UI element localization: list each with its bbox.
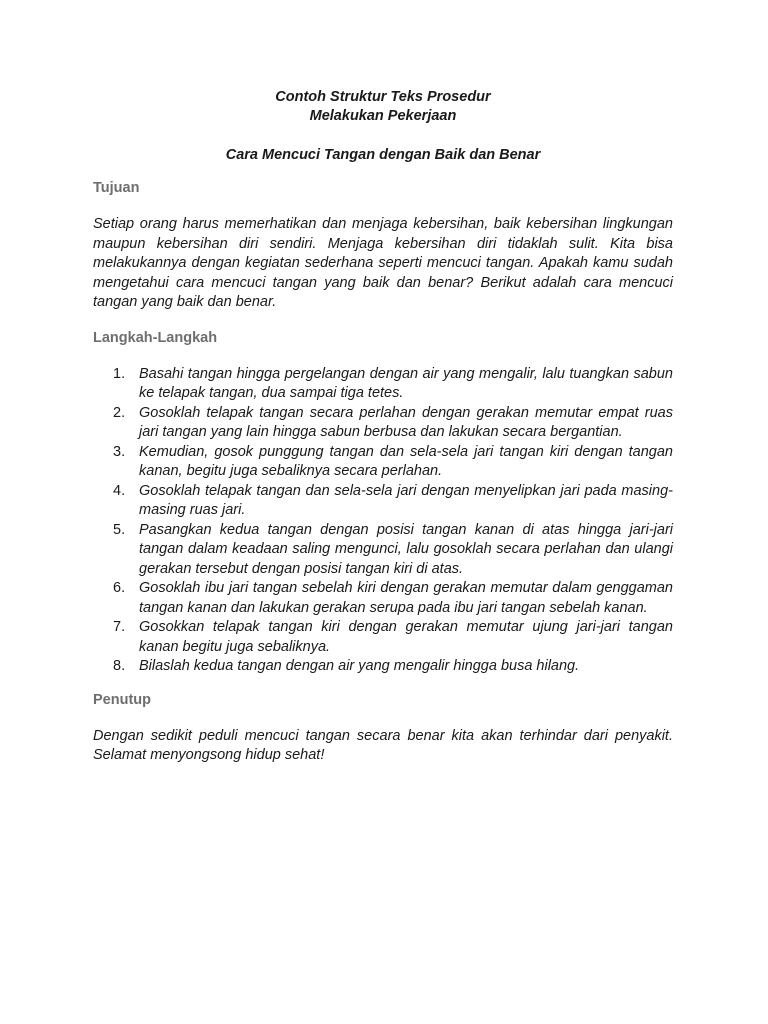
step-number: 2.: [113, 404, 126, 421]
step-item: [93, 521, 673, 580]
paragraph-tujuan: Setiap orang harus memerhatikan dan menjaga kebersihan, baik kebersihan lingkungan maupun kebersihan diri sendiri. Menjaga kebersihan diri tidaklah sulit. Kita bisa melakukannya dengan kegiatan sederhana seperti mencuci tangan. Apakah kamu sudah mengetahui cara mencuci tangan yang baik dan benar? Berikut adalah cara mencuci tangan yang baik dan benar.: [93, 216, 673, 310]
step-number: 3.: [113, 443, 126, 460]
step-item: [93, 618, 673, 657]
step-item: [93, 657, 673, 677]
step-text: Kemudian, gosok punggung tangan dan sela-sela jari tangan kiri dengan tangan kanan, begitu juga sebaliknya secara perlahan.: [139, 443, 673, 479]
step-number: 5.: [113, 521, 126, 538]
heading-penutup: Penutup: [93, 691, 151, 708]
step-number: 8.: [113, 658, 126, 674]
step-text: Gosoklah ibu jari tangan sebelah kiri dengan gerakan memutar dalam genggaman tangan kanan dan lakukan gerakan serupa pada ibu jari tangan sebelah kanan.: [139, 580, 673, 616]
title-line-1: Contoh Struktur Teks Prosedur: [275, 89, 491, 105]
step-item: [93, 443, 673, 482]
step-number: 4.: [113, 482, 126, 499]
document-title: [93, 88, 673, 126]
steps-list: [93, 365, 673, 677]
step-text: Gosoklah telapak tangan secara perlahan dengan gerakan memutar empat ruas jari tangan yang lain hingga sabun berbusa dan lakukan secara bergantian.: [139, 404, 673, 440]
document-subtitle: Cara Mencuci Tangan dengan Baik dan Benar: [225, 147, 541, 163]
title-line-2: Melakukan Pekerjaan: [309, 108, 457, 124]
step-item: [93, 404, 673, 443]
step-text: Pasangkan kedua tangan dengan posisi tangan kanan di atas hingga jari-jari tangan dalam keadaan saling mengunci, lalu gosoklah secara perlahan dan ulangi gerakan tersebut dengan posisi tangan kiri di atas.: [139, 521, 673, 577]
document-page: [93, 88, 673, 766]
step-item: [93, 365, 673, 404]
step-item: [93, 482, 673, 521]
step-text: Gosokkan telapak tangan kiri dengan gerakan memutar ujung jari-jari tangan kanan begitu juga sebaliknya.: [139, 619, 673, 655]
step-number: 7.: [113, 619, 126, 635]
step-text: Bilaslah kedua tangan dengan air yang mengalir hingga busa hilang.: [139, 658, 580, 674]
step-item: [93, 579, 673, 618]
heading-langkah: Langkah-Langkah: [93, 329, 218, 346]
step-text: Gosoklah telapak tangan dan sela-sela jari dengan menyelipkan jari pada masing-masing ruas jari.: [139, 482, 673, 518]
step-text: Basahi tangan hingga pergelangan dengan air yang mengalir, lalu tuangkan sabun ke telapak tangan, dua sampai tiga tetes.: [139, 365, 673, 401]
step-number: 1.: [113, 365, 126, 382]
heading-tujuan: Tujuan: [93, 180, 140, 196]
step-number: 6.: [113, 580, 126, 596]
paragraph-penutup: Dengan sedikit peduli mencuci tangan secara benar kita akan terhindar dari penyakit. Selamat menyongsong hidup sehat!: [93, 727, 673, 763]
